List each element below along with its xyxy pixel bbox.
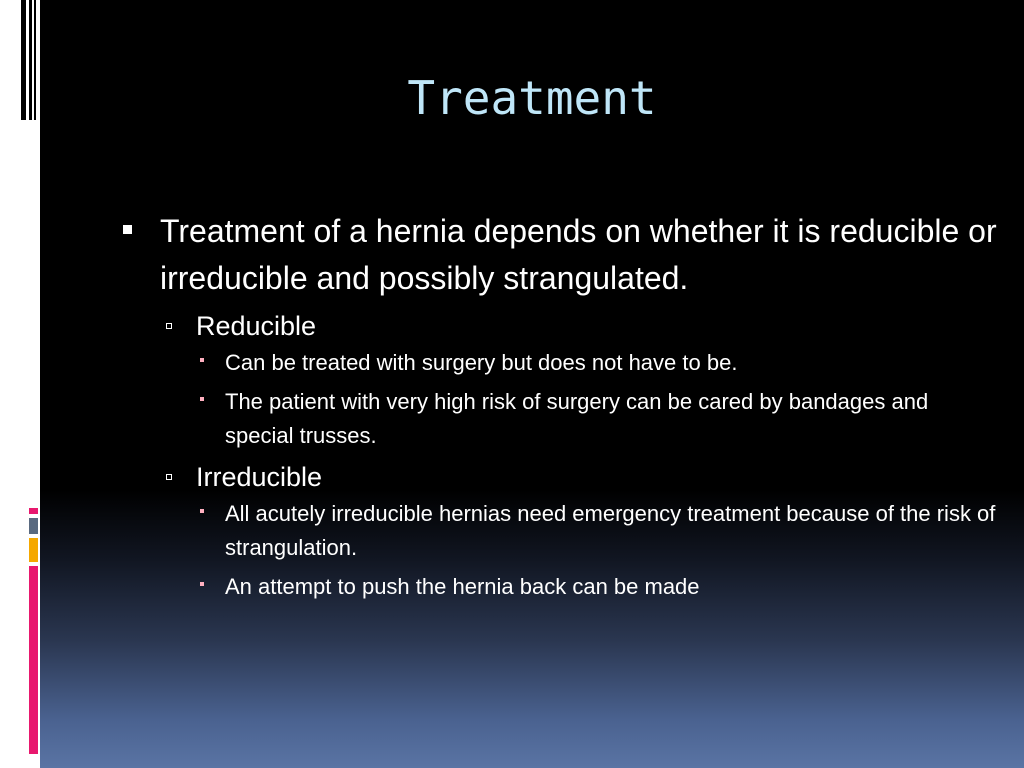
deco-bar-pink-long <box>29 566 38 754</box>
list-item <box>118 570 998 604</box>
bullet-text: All acutely irreducible hernias need emergency treatment because of the risk of strangulation. <box>225 501 996 560</box>
deco-bar <box>29 0 32 120</box>
deco-bar <box>34 0 36 120</box>
bullet-text: Irreducible <box>196 462 323 492</box>
list-item <box>118 385 998 453</box>
list-item <box>118 208 998 302</box>
list-item <box>118 497 998 565</box>
deco-bar <box>21 0 26 120</box>
hollow-square-bullet-icon <box>166 323 172 329</box>
bullet-text: The patient with very high risk of surgery can be cared by bandages and special trusses. <box>225 389 929 448</box>
bullet-text: Can be treated with surgery but does not have to be. <box>225 350 738 375</box>
slide-title: Treatment <box>407 71 657 125</box>
small-square-bullet-icon <box>200 397 204 401</box>
deco-bar-pink <box>29 508 38 514</box>
list-item <box>118 459 998 495</box>
deco-bar-slate <box>29 518 38 534</box>
square-bullet-icon <box>123 225 132 234</box>
list-item <box>118 308 998 344</box>
left-decorative-strip <box>0 0 40 768</box>
deco-bar-orange <box>29 538 38 562</box>
list-item <box>118 346 998 380</box>
bullet-text: Treatment of a hernia depends on whether it is reducible or irreducible and possibly strangulated. <box>160 213 997 296</box>
hollow-square-bullet-icon <box>166 474 172 480</box>
bullet-list <box>118 208 998 604</box>
bullet-text: Reducible <box>196 311 317 341</box>
small-square-bullet-icon <box>200 582 204 586</box>
small-square-bullet-icon <box>200 358 204 362</box>
small-square-bullet-icon <box>200 509 204 513</box>
bullet-text: An attempt to push the hernia back can be made <box>225 574 700 599</box>
